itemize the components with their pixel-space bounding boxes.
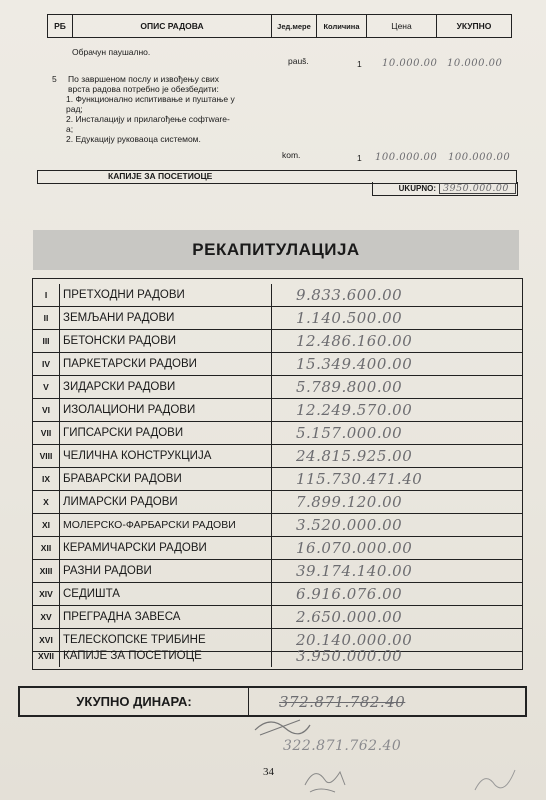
row-num: XII xyxy=(33,537,60,559)
corrected-total-value: 322.871.762.40 xyxy=(283,738,402,754)
row-num: V xyxy=(33,376,60,398)
row-name: БЕТОНСКИ РАДОВИ xyxy=(60,330,272,352)
item5-line: 1. Функционално испитивање и пуштање у xyxy=(66,94,235,104)
recap-title: РЕКАПИТУЛАЦИЈА xyxy=(192,240,360,259)
row-num: VI xyxy=(33,399,60,421)
row-name: ЗИДАРСКИ РАДОВИ xyxy=(60,376,272,398)
row-value: 39.174.140.00 xyxy=(296,562,413,580)
row-name: ЗЕМЉАНИ РАДОВИ xyxy=(60,307,272,329)
row-value: 1.140.500.00 xyxy=(296,309,403,327)
recap-row xyxy=(33,491,522,514)
row-num: XV xyxy=(33,606,60,628)
page-number: 34 xyxy=(263,766,274,778)
prev-item-qty: 1 xyxy=(357,59,362,69)
recap-row xyxy=(33,560,522,583)
row-num: III xyxy=(33,330,60,352)
header-rb: РБ xyxy=(48,15,73,37)
item5-line: 2. Инсталацију и прилагођење софтware- xyxy=(66,114,230,124)
header-cena: Цена xyxy=(367,15,437,37)
row-name: ЧЕЛИЧНА КОНСТРУКЦИЈА xyxy=(60,445,272,467)
section-total-label: UKUPNO: xyxy=(398,184,436,193)
row-value: 6.916.076.00 xyxy=(296,585,403,603)
header-kol: Количина xyxy=(317,15,367,37)
row-value: 12.486.160.00 xyxy=(296,332,413,350)
row-value: 2.650.000.00 xyxy=(296,608,403,626)
items-table-header xyxy=(47,14,512,38)
recap-row xyxy=(33,645,522,667)
grand-total-label: УКУПНО ДИНАРА: xyxy=(20,688,249,715)
item5-number: 5 xyxy=(52,74,57,84)
row-value: 7.899.120.00 xyxy=(296,493,403,511)
row-num: XVI xyxy=(33,629,60,651)
row-num: X xyxy=(33,491,60,513)
item5-price: 100.000.00 xyxy=(375,152,438,163)
recap-table xyxy=(32,278,523,670)
row-value: 3.950.000.00 xyxy=(296,647,403,665)
header-opis: ОПИС РАДОВА xyxy=(73,15,272,37)
row-value: 12.249.570.00 xyxy=(296,401,413,419)
recap-row xyxy=(33,606,522,629)
row-num: II xyxy=(33,307,60,329)
recap-title-bar xyxy=(33,230,519,270)
row-name: МОЛЕРСКО-ФАРБАРСКИ РАДОВИ xyxy=(60,514,272,536)
row-name: ПАРКЕТАРСКИ РАДОВИ xyxy=(60,353,272,375)
row-value: 3.520.000.00 xyxy=(296,516,403,534)
item5-unit: kom. xyxy=(282,150,301,160)
recap-row xyxy=(33,445,522,468)
row-name: ПРЕТХОДНИ РАДОВИ xyxy=(60,284,272,306)
row-name: ПРЕГРАДНА ЗАВЕСА xyxy=(60,606,272,628)
row-num: IV xyxy=(33,353,60,375)
row-name: РАЗНИ РАДОВИ xyxy=(60,560,272,582)
row-num: XI xyxy=(33,514,60,536)
handwritten-scribble xyxy=(250,710,430,740)
item5-line: а; xyxy=(66,124,74,134)
row-value: 15.349.400.00 xyxy=(296,355,413,373)
row-name: ЛИМАРСКИ РАДОВИ xyxy=(60,491,272,513)
signature-initials xyxy=(300,760,360,795)
row-value: 24.815.925.00 xyxy=(296,447,413,465)
row-num: VIII xyxy=(33,445,60,467)
row-value: 9.833.600.00 xyxy=(296,286,403,304)
item5-line: врста радова потребно је обезбедити: xyxy=(68,84,219,94)
prev-item-text: Обрачун паушално. xyxy=(72,47,151,57)
row-value: 115.730.471.40 xyxy=(296,470,423,488)
signature-scribble xyxy=(470,760,530,795)
recap-row xyxy=(33,307,522,330)
grand-total-struck-value: 372.871.782.40 xyxy=(279,692,406,711)
recap-row xyxy=(33,583,522,606)
row-name: ИЗОЛАЦИОНИ РАДОВИ xyxy=(60,399,272,421)
item5-line: рад; xyxy=(66,104,83,114)
item5-qty: 1 xyxy=(357,153,362,163)
row-value: 16.070.000.00 xyxy=(296,539,413,557)
row-name: СЕДИШТА xyxy=(60,583,272,605)
header-jed: Јед.мере xyxy=(272,15,317,37)
section-total-row xyxy=(372,182,518,196)
row-name: КАПИЈЕ ЗА ПОСЕТИОЦЕ xyxy=(60,645,272,667)
row-name: ТЕЛЕСКОПСКЕ ТРИБИНЕ xyxy=(60,629,272,651)
item5-line: По завршеном послу и извођењу свих xyxy=(68,74,220,84)
section-total-value: 3950.000.00 xyxy=(439,183,516,194)
prev-item-price: 10.000.00 xyxy=(382,58,438,69)
row-name: КЕРАМИЧАРСКИ РАДОВИ xyxy=(60,537,272,559)
row-value: 20.140.000.00 xyxy=(296,631,413,649)
recap-row xyxy=(33,284,522,307)
row-num: I xyxy=(33,284,60,306)
item5-description xyxy=(68,74,283,144)
section-footer-title: КАПИЈЕ ЗА ПОСЕТИОЦЕ xyxy=(108,171,213,181)
recap-row xyxy=(33,330,522,353)
row-num: XIII xyxy=(33,560,60,582)
item5-total: 100.000.00 xyxy=(448,152,511,163)
recap-row xyxy=(33,514,522,537)
item5-line: 2. Едукацију руковаоца системом. xyxy=(66,134,201,144)
row-name: БРАВАРСКИ РАДОВИ xyxy=(60,468,272,490)
recap-row xyxy=(33,376,522,399)
prev-item-unit: pauš. xyxy=(288,56,309,66)
recap-row xyxy=(33,422,522,445)
prev-item-total: 10.000.00 xyxy=(447,58,503,69)
row-value: 5.789.800.00 xyxy=(296,378,403,396)
recap-row xyxy=(33,353,522,376)
recap-row xyxy=(33,468,522,491)
header-ukupno: УКУПНО xyxy=(456,21,492,31)
row-num: XVII xyxy=(33,645,60,667)
recap-row xyxy=(33,399,522,422)
row-num: VII xyxy=(33,422,60,444)
row-value: 5.157.000.00 xyxy=(296,424,403,442)
row-name: ГИПСАРСКИ РАДОВИ xyxy=(60,422,272,444)
recap-row xyxy=(33,537,522,560)
row-num: IX xyxy=(33,468,60,490)
row-num: XIV xyxy=(33,583,60,605)
